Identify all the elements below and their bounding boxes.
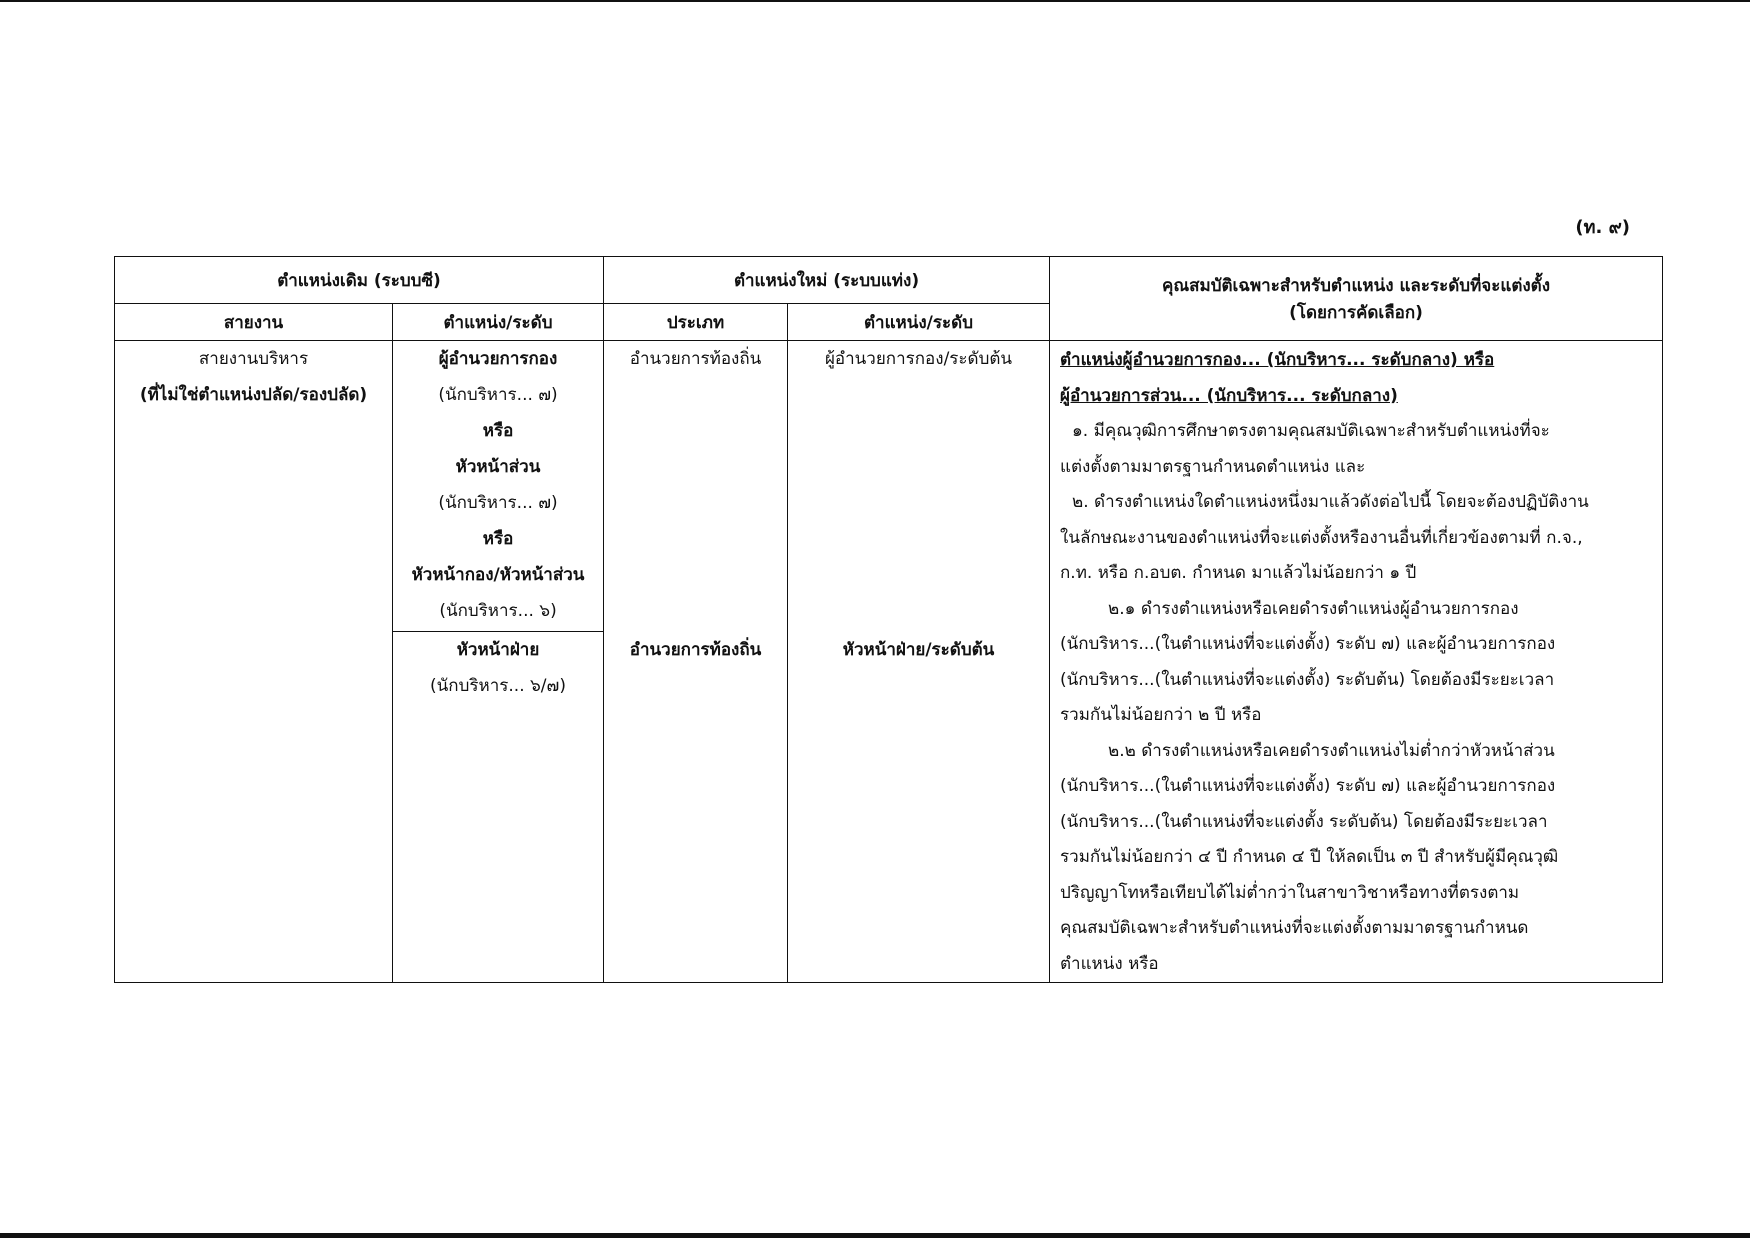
header-qualification-line2: (โดยการคัดเลือก) [1289, 302, 1423, 323]
old-position-rank: (นักบริหาร... ๗) [438, 493, 558, 513]
new-position-group1: ผู้อำนวยการกอง/ระดับต้น [788, 341, 1050, 632]
old-position-director: ผู้อำนวยการกอง [438, 349, 558, 369]
qualification-line: รวมกันไม่น้อยกว่า ๔ ปี กำหนด ๔ ปี ให้ลดเป็น ๓ ปี สำหรับผู้มีคุณวุฒิ [1060, 847, 1559, 867]
scan-top-edge [0, 0, 1750, 2]
old-position-section-chief: หัวหน้าฝ่าย [456, 640, 540, 660]
old-position-rank: (นักบริหาร... ๖) [439, 601, 557, 621]
qualification-line: ในลักษณะงานของตำแหน่งที่จะแต่งตั้งหรืองานอื่นที่เกี่ยวข้องตามที่ ก.จ., [1060, 527, 1583, 548]
qualification-line: รวมกันไม่น้อยกว่า ๒ ปี หรือ [1060, 705, 1262, 725]
scan-bottom-edge [0, 1233, 1750, 1238]
header-new-rank: ตำแหน่ง/ระดับ [788, 304, 1050, 341]
header-old-rank: ตำแหน่ง/ระดับ [393, 304, 604, 341]
or-label: หรือ [482, 529, 514, 549]
qualification-line: (นักบริหาร...(ในตำแหน่งที่จะแต่งตั้ง ระดับต้น) โดยต้องมีระยะเวลา [1060, 811, 1548, 832]
body-row-director [115, 341, 1663, 632]
line-of-work-note: (ที่ไม่ใช่ตำแหน่งปลัด/รองปลัด) [139, 385, 368, 405]
old-position-rank: (นักบริหาร... ๗) [438, 385, 558, 405]
or-label: หรือ [482, 421, 514, 441]
type-group2: อำนวยการท้องถิ่น [604, 632, 788, 983]
qualification-line: คุณสมบัติเฉพาะสำหรับตำแหน่งที่จะแต่งตั้งตามมาตรฐานกำหนด [1060, 918, 1529, 938]
header-row-1 [115, 257, 1663, 304]
new-position-group2: หัวหน้าฝ่าย/ระดับต้น [788, 632, 1050, 983]
header-line-of-work: สายงาน [115, 304, 393, 341]
qualification-title-line1: ตำแหน่งผู้อำนวยการกอง... (นักบริหาร... ระดับกลาง) หรือ [1060, 350, 1495, 370]
qualification-title-line2: ผู้อำนวยการส่วน... (นักบริหาร... ระดับกลาง) [1060, 385, 1398, 406]
header-qualification-line1: คุณสมบัติเฉพาะสำหรับตำแหน่ง และระดับที่จะแต่งตั้ง [1162, 275, 1551, 296]
header-new-position: ตำแหน่งใหม่ (ระบบแท่ง) [604, 257, 1050, 304]
qualification-line: ปริญญาโทหรือเทียบได้ไม่ต่ำกว่าในสาขาวิชาหรือทางที่ตรงตาม [1060, 882, 1520, 903]
qualification-line: แต่งตั้งตามมาตรฐานกำหนดตำแหน่ง และ [1060, 456, 1366, 477]
line-of-work-cell [115, 341, 393, 983]
old-positions-group1 [393, 341, 604, 632]
qualification-line: (นักบริหาร...(ในตำแหน่งที่จะแต่งตั้ง) ระดับ ๗) และผู้อำนวยการกอง [1060, 776, 1556, 796]
page-code: (ท. ๙) [1575, 217, 1630, 238]
qualification-cell [1050, 341, 1663, 983]
old-position-section-head: หัวหน้าส่วน [455, 457, 541, 477]
qualification-line: ตำแหน่ง หรือ [1060, 953, 1159, 974]
header-type: ประเภท [604, 304, 788, 341]
old-position-rank: (นักบริหาร... ๖/๗) [430, 676, 566, 696]
header-old-position: ตำแหน่งเดิม (ระบบซี) [115, 257, 604, 304]
old-positions-group2 [393, 632, 604, 983]
qualification-line: ๒.๑ ดำรงตำแหน่งหรือเคยดำรงตำแหน่งผู้อำนวยการกอง [1108, 598, 1519, 619]
old-position-division-head: หัวหน้ากอง/หัวหน้าส่วน [411, 565, 585, 585]
qualification-line: ๒. ดำรงตำแหน่งใดตำแหน่งหนึ่งมาแล้วดังต่อไปนี้ โดยจะต้องปฏิบัติงาน [1072, 492, 1589, 512]
qualification-line: (นักบริหาร...(ในตำแหน่งที่จะแต่งตั้ง) ระดับต้น) โดยต้องมีระยะเวลา [1060, 669, 1555, 690]
position-qualification-table [114, 256, 1663, 983]
line-of-work-name: สายงานบริหาร [198, 349, 309, 369]
type-group1: อำนวยการท้องถิ่น [604, 341, 788, 632]
header-qualification [1050, 257, 1663, 341]
qualification-line: (นักบริหาร...(ในตำแหน่งที่จะแต่งตั้ง) ระดับ ๗) และผู้อำนวยการกอง [1060, 634, 1556, 654]
qualification-line: ก.ท. หรือ ก.อบต. กำหนด มาแล้วไม่น้อยกว่า ๑ ปี [1060, 563, 1417, 583]
qualification-line: ๒.๒ ดำรงตำแหน่งหรือเคยดำรงตำแหน่งไม่ต่ำกว่าหัวหน้าส่วน [1108, 740, 1555, 761]
qualification-line: ๑. มีคุณวุฒิการศึกษาตรงตามคุณสมบัติเฉพาะสำหรับตำแหน่งที่จะ [1072, 421, 1550, 441]
